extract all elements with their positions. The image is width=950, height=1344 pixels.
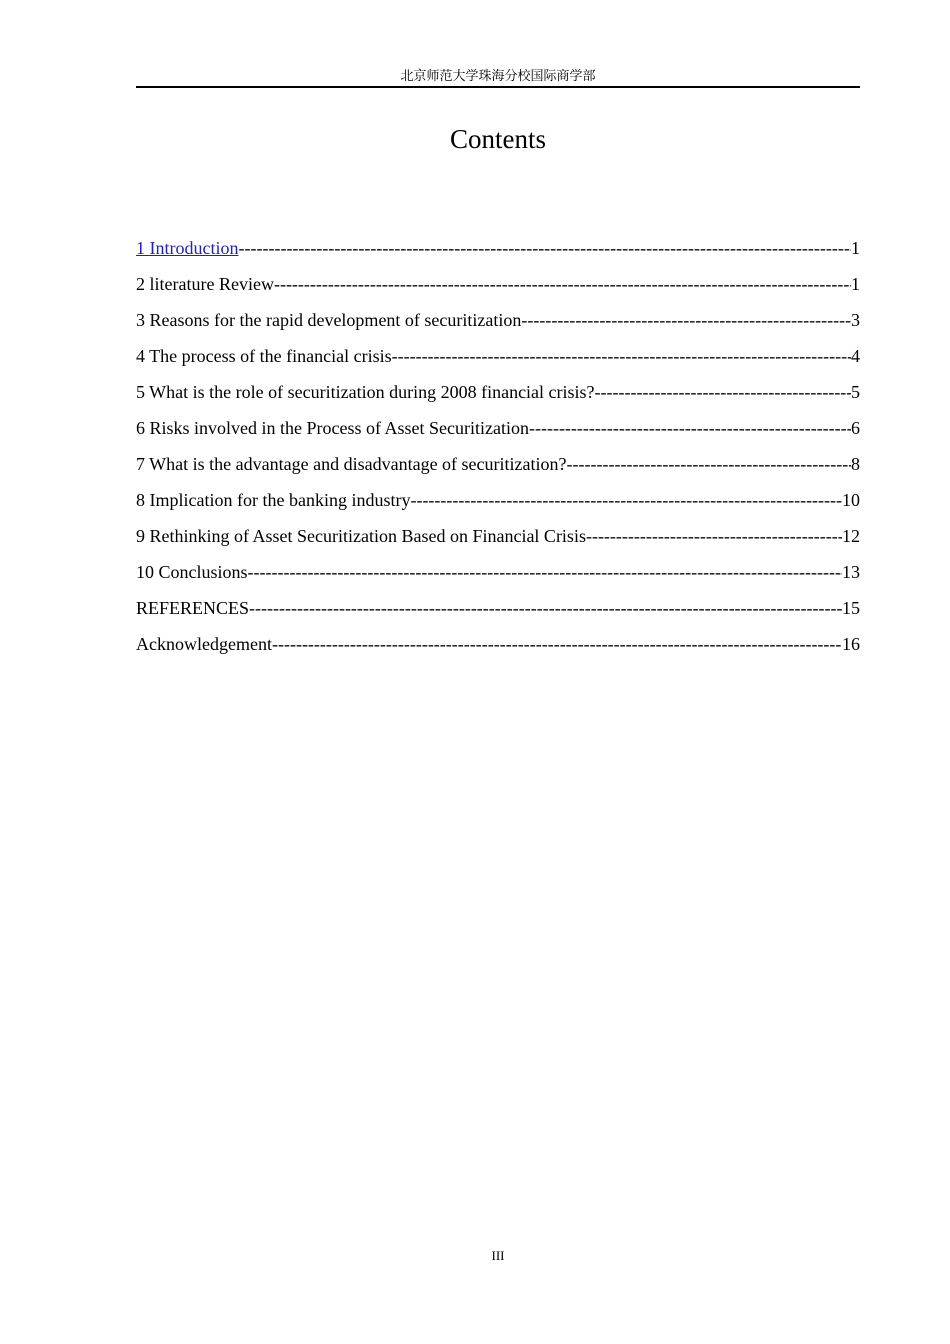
toc-dot-leader	[248, 559, 842, 585]
toc-dot-leader	[595, 379, 851, 405]
toc-dot-leader	[274, 271, 851, 297]
toc-entry-risks[interactable]	[136, 415, 860, 451]
toc-entry-rethinking[interactable]	[136, 523, 860, 559]
toc-page-number: 6	[851, 418, 860, 438]
page-header	[136, 66, 860, 88]
toc-entry-advantages[interactable]	[136, 451, 860, 487]
toc-dot-leader	[586, 523, 842, 549]
toc-entry-title: 4 The process of the financial crisis	[136, 346, 392, 366]
toc-entry-title: 8 Implication for the banking industry	[136, 490, 411, 510]
toc-entry-title: 10 Conclusions	[136, 562, 248, 582]
toc-page-number: 13	[842, 562, 860, 582]
toc-entry-title: 7 What is the advantage and disadvantage of securitization?	[136, 454, 567, 474]
toc-page-number: 8	[851, 454, 860, 474]
page-title: Contents	[449, 124, 546, 154]
toc-dot-leader	[529, 415, 851, 441]
toc-dot-leader	[410, 487, 842, 513]
toc-page-number: 5	[851, 382, 860, 402]
toc-entry-title: REFERENCES	[136, 598, 250, 618]
toc-entry-literature-review[interactable]	[136, 271, 860, 307]
toc-entry-title: 2 literature Review	[136, 274, 274, 294]
toc-entry-role-of-securitization[interactable]	[136, 379, 860, 415]
toc-entry-implication[interactable]	[136, 487, 860, 523]
toc-entry-title: 6 Risks involved in the Process of Asset Securitization	[136, 418, 529, 438]
toc-entry-title: Acknowledgement	[136, 634, 272, 654]
toc-entry-references[interactable]	[136, 595, 860, 631]
toc-page-number: 10	[842, 490, 860, 510]
toc-page-number: 3	[851, 310, 860, 330]
toc-page-number: 4	[851, 346, 860, 366]
toc-entry-title[interactable]: 1 Introduction	[136, 238, 239, 258]
toc-page-number: 1	[851, 274, 860, 294]
footer-page-number: III	[491, 1248, 505, 1263]
toc-dot-leader	[238, 235, 851, 261]
toc-page-number: 1	[851, 238, 860, 258]
toc-page-number: 16	[842, 634, 860, 654]
toc-entry-title: 5 What is the role of securitization during 2008 financial crisis?	[136, 382, 595, 402]
toc-entry-introduction[interactable]	[136, 235, 860, 271]
toc-entry-conclusions[interactable]	[136, 559, 860, 595]
toc-dot-leader	[249, 595, 842, 621]
header-text: 北京师范大学珠海分校国际商学部	[400, 68, 596, 83]
page-footer	[0, 1247, 950, 1265]
toc-entry-acknowledgement[interactable]	[136, 631, 860, 667]
toc-dot-leader	[521, 307, 851, 333]
toc-page-number: 12	[842, 526, 860, 546]
toc-dot-leader	[272, 631, 842, 657]
toc-entry-financial-crisis-process[interactable]	[136, 343, 860, 379]
toc-entry-title: 9 Rethinking of Asset Securitization Based on Financial Crisis	[136, 526, 586, 546]
toc-dot-leader	[567, 451, 851, 477]
toc-page-number: 15	[842, 598, 860, 618]
toc-dot-leader	[392, 343, 851, 369]
toc-entry-reasons[interactable]	[136, 307, 860, 343]
toc-entry-title: 3 Reasons for the rapid development of securitization	[136, 310, 522, 330]
table-of-contents	[136, 235, 860, 667]
